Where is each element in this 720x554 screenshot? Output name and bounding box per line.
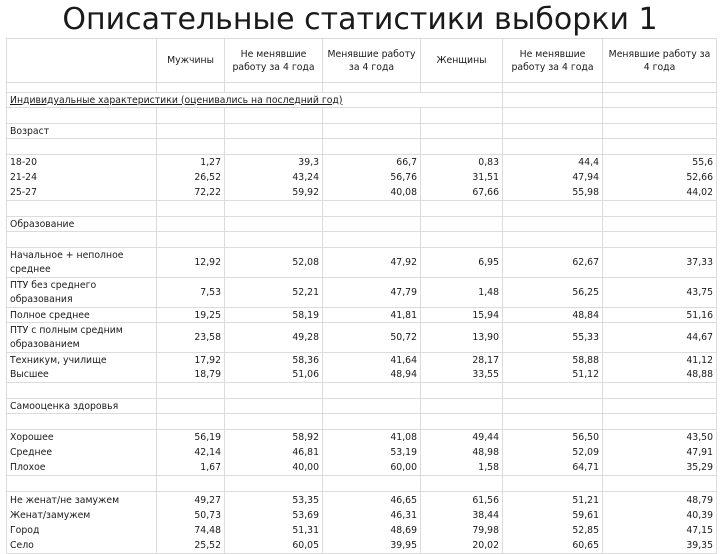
other-labels: Не женат/не замужем Женат/замужем Город Село <box>7 492 157 554</box>
health-men-changed: 41,08 53,19 60,00 <box>323 430 421 476</box>
statistics-table <box>6 38 717 554</box>
table-row <box>7 353 717 383</box>
header-women-changed: Менявшие работу за 4 года <box>603 39 717 83</box>
age-men-stable: 39,3 43,24 59,92 <box>225 155 323 201</box>
row-label: Начальное + неполное среднее <box>7 248 157 278</box>
cell: 47,92 <box>323 248 421 278</box>
other-men: 49,27 50,73 74,48 25,52 <box>157 492 225 554</box>
row-label: ПТУ без среднего образования <box>7 278 157 308</box>
header-men-stable: Не менявшие работу за 4 года <box>225 39 323 83</box>
cell: 6,95 <box>421 248 503 278</box>
age-block <box>7 155 717 201</box>
health-labels: Хорошее Среднее Плохое <box>7 430 157 476</box>
health-men: 56,19 42,14 1,67 <box>157 430 225 476</box>
age-women-stable: 44,4 47,94 55,98 <box>503 155 603 201</box>
cell: 62,67 <box>503 248 603 278</box>
other-women-stable: 51,21 59,61 52,85 60,65 <box>503 492 603 554</box>
cell: 41,81 <box>323 308 421 323</box>
section-title-education: Образование <box>7 217 157 232</box>
row-label: Техникум, училище Высшее <box>7 353 157 383</box>
header-empty <box>7 39 157 83</box>
cell: 43,75 <box>603 278 717 308</box>
other-men-stable: 53,35 53,69 51,31 60,05 <box>225 492 323 554</box>
row-label: Полное среднее <box>7 308 157 323</box>
section-title-health: Самооценка здоровья <box>7 399 157 414</box>
health-women: 49,44 48,98 1,58 <box>421 430 503 476</box>
other-women-changed: 48,79 40,39 47,15 39,35 <box>603 492 717 554</box>
cell: 47,79 <box>323 278 421 308</box>
section-title-age: Возраст <box>7 124 157 139</box>
slide-title: Описательные статистики выборки 1 <box>62 2 658 37</box>
header-men: Мужчины <box>157 39 225 83</box>
cell: 41,64 48,94 <box>323 353 421 383</box>
section-health-title-row <box>7 399 717 414</box>
cell: 13,90 <box>421 323 503 353</box>
cell: 1,48 <box>421 278 503 308</box>
cell: 52,08 <box>225 248 323 278</box>
section-age-title-row <box>7 124 717 139</box>
other-men-changed: 46,65 46,31 48,69 39,95 <box>323 492 421 554</box>
row-label: ПТУ с полным средним образованием <box>7 323 157 353</box>
cell: 41,12 48,88 <box>603 353 717 383</box>
age-men: 1,27 26,52 72,22 <box>157 155 225 201</box>
header-women: Женщины <box>421 39 503 83</box>
cell: 50,72 <box>323 323 421 353</box>
cell: 58,19 <box>225 308 323 323</box>
other-block <box>7 492 717 554</box>
age-women: 0,83 31,51 67,66 <box>421 155 503 201</box>
header-women-stable: Не менявшие работу за 4 года <box>503 39 603 83</box>
cell: 37,33 <box>603 248 717 278</box>
table-row <box>7 248 717 278</box>
health-women-stable: 56,50 52,09 64,71 <box>503 430 603 476</box>
other-women: 61,56 38,44 79,98 20,02 <box>421 492 503 554</box>
age-labels: 18-20 21-24 25-27 <box>7 155 157 201</box>
cell: 17,92 18,79 <box>157 353 225 383</box>
table-row <box>7 278 717 308</box>
cell: 52,21 <box>225 278 323 308</box>
cell: 44,67 <box>603 323 717 353</box>
cell: 48,84 <box>503 308 603 323</box>
cell: 7,53 <box>157 278 225 308</box>
header-men-changed: Менявшие работу за 4 года <box>323 39 421 83</box>
cell: 12,92 <box>157 248 225 278</box>
age-men-changed: 66,7 56,76 40,08 <box>323 155 421 201</box>
health-block <box>7 430 717 476</box>
header-row <box>7 39 717 83</box>
table-row <box>7 308 717 323</box>
intro-text: Индивидуальные характеристики (оценивались на последний год) <box>7 93 503 108</box>
cell: 15,94 <box>421 308 503 323</box>
cell: 49,28 <box>225 323 323 353</box>
age-women-changed: 55,6 52,66 44,02 <box>603 155 717 201</box>
table-row <box>7 323 717 353</box>
health-men-stable: 58,92 46,81 40,00 <box>225 430 323 476</box>
cell: 23,58 <box>157 323 225 353</box>
cell: 55,33 <box>503 323 603 353</box>
intro-row <box>7 93 717 108</box>
cell: 58,88 51,12 <box>503 353 603 383</box>
section-education-title-row <box>7 217 717 232</box>
cell: 56,25 <box>503 278 603 308</box>
cell: 58,36 51,06 <box>225 353 323 383</box>
health-women-changed: 43,50 47,91 35,29 <box>603 430 717 476</box>
cell: 51,16 <box>603 308 717 323</box>
cell: 19,25 <box>157 308 225 323</box>
cell: 28,17 33,55 <box>421 353 503 383</box>
